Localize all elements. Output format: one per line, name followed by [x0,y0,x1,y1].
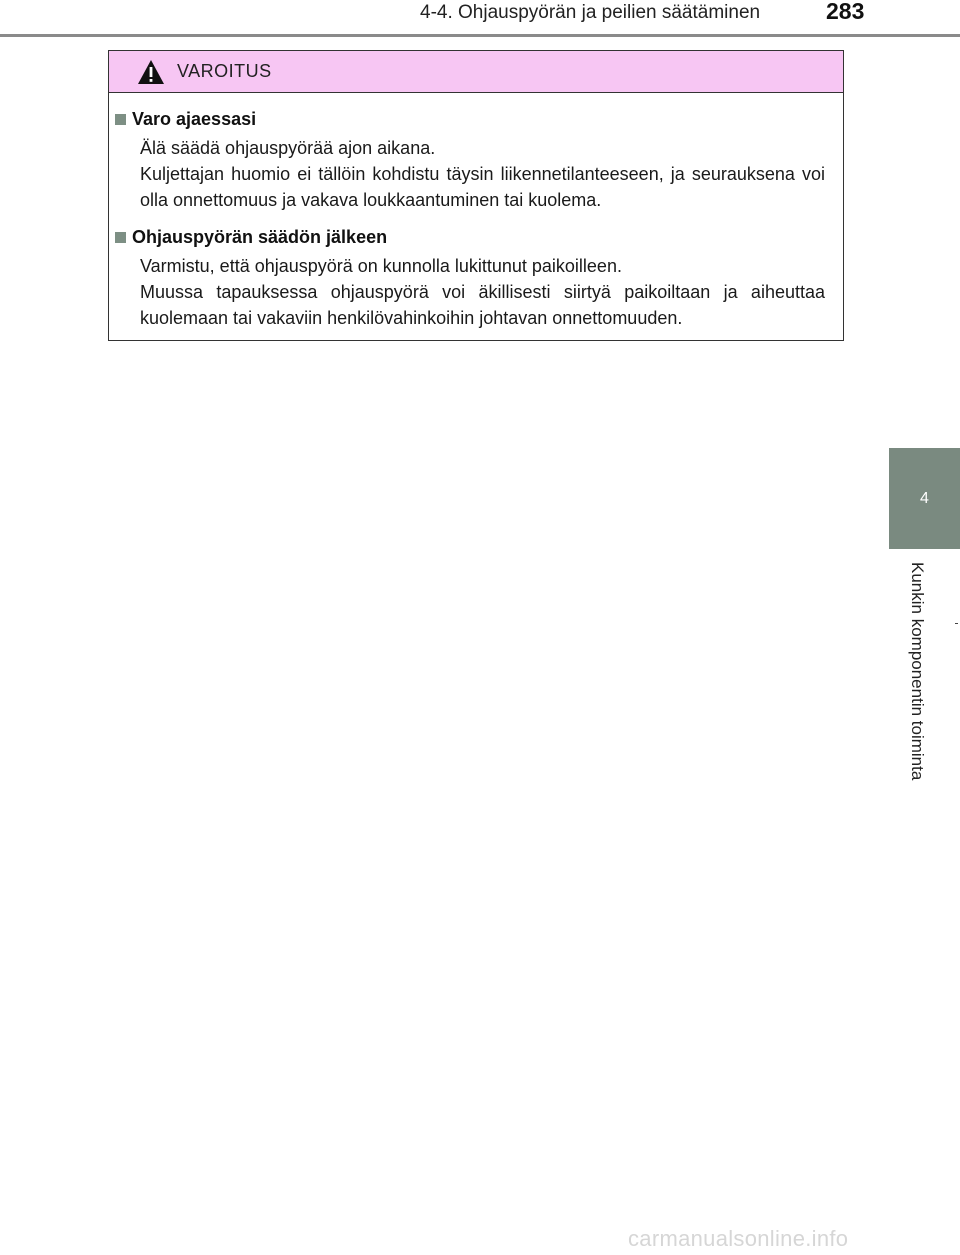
warning-section [115,225,825,331]
warning-header [109,51,843,93]
section-heading-text: Varo ajaessasi [132,109,257,129]
section-paragraph: Varmistu, että ohjauspyörä on kunnolla lukittunut paikoilleen. [140,256,622,276]
warning-box [108,50,844,341]
chapter-number: 4 [920,490,929,507]
section-heading [115,225,825,249]
warning-body [109,93,843,331]
page-number: 283 [826,0,865,24]
chapter-tab [889,448,960,549]
warning-section [115,107,825,213]
warning-triangle-icon [137,59,165,85]
header-rule [0,34,960,37]
section-paragraph: Älä säädä ohjauspyörää ajon aikana. [140,138,436,158]
section-paragraph: Muussa tapauksessa ohjauspyörä voi äkillisesti siirtyä paikoiltaan ja aiheuttaa kuolemaan tai vakaviin henkilövahinkoihin johtavan onnettomuuden. [140,282,825,328]
watermark: carmanualsonline.info [628,1226,849,1251]
header-section-title: 4-4. Ohjauspyörän ja peilien säätäminen [420,2,761,23]
square-bullet-icon [115,232,126,243]
section-heading [115,107,825,131]
section-paragraph: Kuljettajan huomio ei tällöin kohdistu täysin liikennetilanteeseen, ja seurauksena voi olla onnettomuus ja vakava loukkaantuminen tai kuolema. [140,164,825,210]
side-mark [955,623,958,624]
chapter-label: Kunkin komponentin toiminta [908,562,927,781]
warning-label: VAROITUS [177,61,272,81]
section-heading-text: Ohjauspyörän säädön jälkeen [132,227,388,247]
square-bullet-icon [115,114,126,125]
